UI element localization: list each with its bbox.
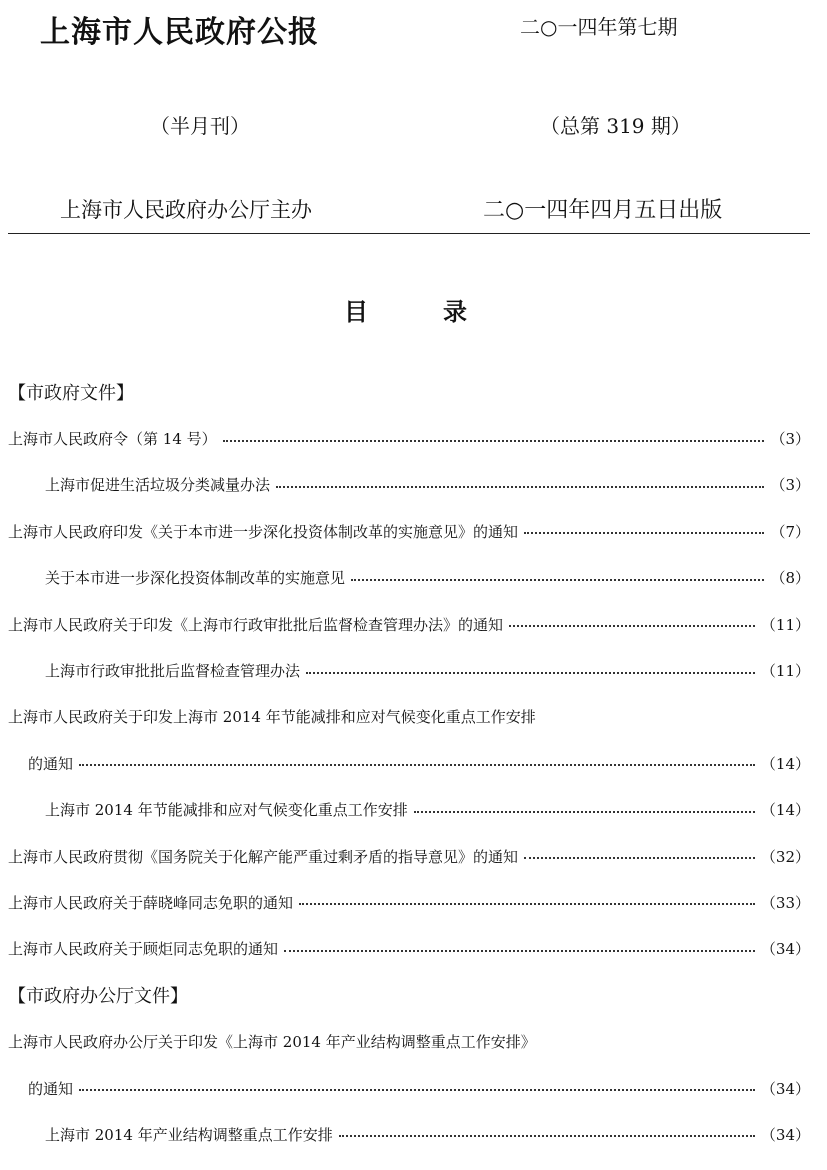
- section-heading: [8, 369, 810, 415]
- toc-entry[interactable]: [8, 833, 810, 879]
- entry-page: （14）: [760, 801, 810, 820]
- entry-page: （3）: [770, 476, 810, 495]
- entry-title: 上海市人民政府关于顾炬同志免职的通知: [8, 940, 279, 959]
- entry-title: 关于本市进一步深化投资体制改革的实施意见: [45, 569, 346, 588]
- entry-title: 上海市促进生活垃圾分类减量办法: [45, 476, 271, 495]
- toc-entry-continuation[interactable]: [8, 1065, 810, 1111]
- entry-title: 上海市 2014 年节能减排和应对气候变化重点工作安排: [45, 801, 408, 820]
- table-of-contents: [8, 369, 810, 1158]
- publish-date: 二○一四年四月五日出版: [483, 198, 723, 223]
- issue-number: 二○一四年第七期: [520, 15, 678, 39]
- entry-title-continuation: 的通知: [28, 754, 74, 773]
- entry-page: （7）: [770, 522, 810, 541]
- entry-page: （32）: [760, 847, 810, 866]
- dot-leader: [284, 950, 755, 952]
- dot-leader: [524, 857, 755, 859]
- entry-page: （11）: [760, 615, 810, 634]
- total-issue-number: （总第 319 期）: [540, 114, 691, 138]
- dot-leader: [509, 625, 755, 627]
- entry-title: 上海市人民政府贯彻《国务院关于化解产能严重过剩矛盾的指导意见》的通知: [8, 847, 519, 866]
- dot-leader: [351, 579, 764, 581]
- toc-entry[interactable]: [8, 1018, 810, 1064]
- toc-title-char: 录: [443, 298, 467, 326]
- dot-leader: [306, 672, 755, 674]
- entry-page: （8）: [770, 569, 810, 588]
- entry-title: 上海市人民政府令（第 14 号）: [8, 430, 217, 449]
- toc-entry[interactable]: [8, 926, 810, 972]
- toc-entry[interactable]: [8, 647, 810, 693]
- entry-title: 上海市行政审批批后监督检查管理办法: [45, 662, 301, 681]
- entry-title: 上海市 2014 年产业结构调整重点工作安排: [45, 1125, 333, 1144]
- entry-page: （34）: [760, 940, 810, 959]
- entry-page: （3）: [770, 430, 810, 449]
- toc-title-char: 目: [344, 298, 368, 326]
- dot-leader: [223, 440, 765, 442]
- toc-entry[interactable]: [8, 415, 810, 461]
- toc-entry[interactable]: [8, 555, 810, 601]
- publication-frequency: （半月刊）: [150, 114, 250, 138]
- header-divider: [8, 233, 810, 234]
- gazette-title: 上海市人民政府公报: [40, 15, 319, 50]
- dot-leader: [339, 1135, 755, 1137]
- dot-leader: [276, 486, 764, 488]
- section-heading-text: 【市政府办公厅文件】: [8, 986, 188, 1008]
- entry-page: （33）: [760, 893, 810, 912]
- entry-title-continuation: 的通知: [28, 1079, 74, 1098]
- entry-page: （34）: [760, 1125, 810, 1144]
- toc-entry[interactable]: [8, 787, 810, 833]
- dot-leader: [79, 1089, 755, 1091]
- toc-entry[interactable]: [8, 694, 810, 740]
- toc-entry[interactable]: [8, 508, 810, 554]
- toc-entry-continuation[interactable]: [8, 740, 810, 786]
- dot-leader: [299, 903, 755, 905]
- entry-page: （34）: [760, 1079, 810, 1098]
- entry-page: （11）: [760, 662, 810, 681]
- entry-title: 上海市人民政府关于印发《上海市行政审批批后监督检查管理办法》的通知: [8, 615, 504, 634]
- entry-title: 上海市人民政府关于印发上海市 2014 年节能减排和应对气候变化重点工作安排: [8, 708, 536, 727]
- sponsor: 上海市人民政府办公厅主办: [60, 198, 312, 222]
- toc-entry[interactable]: [8, 601, 810, 647]
- toc-title: [344, 300, 467, 324]
- toc-entry[interactable]: [8, 879, 810, 925]
- toc-entry[interactable]: [8, 462, 810, 508]
- entry-page: （14）: [760, 754, 810, 773]
- section-heading: [8, 972, 810, 1018]
- section-heading-text: 【市政府文件】: [8, 383, 134, 405]
- dot-leader: [79, 764, 755, 766]
- dot-leader: [414, 811, 755, 813]
- entry-title: 上海市人民政府办公厅关于印发《上海市 2014 年产业结构调整重点工作安排》: [8, 1033, 536, 1052]
- dot-leader: [524, 532, 764, 534]
- entry-title: 上海市人民政府关于薛晓峰同志免职的通知: [8, 893, 294, 912]
- toc-entry[interactable]: [8, 1111, 810, 1157]
- entry-title: 上海市人民政府印发《关于本市进一步深化投资体制改革的实施意见》的通知: [8, 522, 519, 541]
